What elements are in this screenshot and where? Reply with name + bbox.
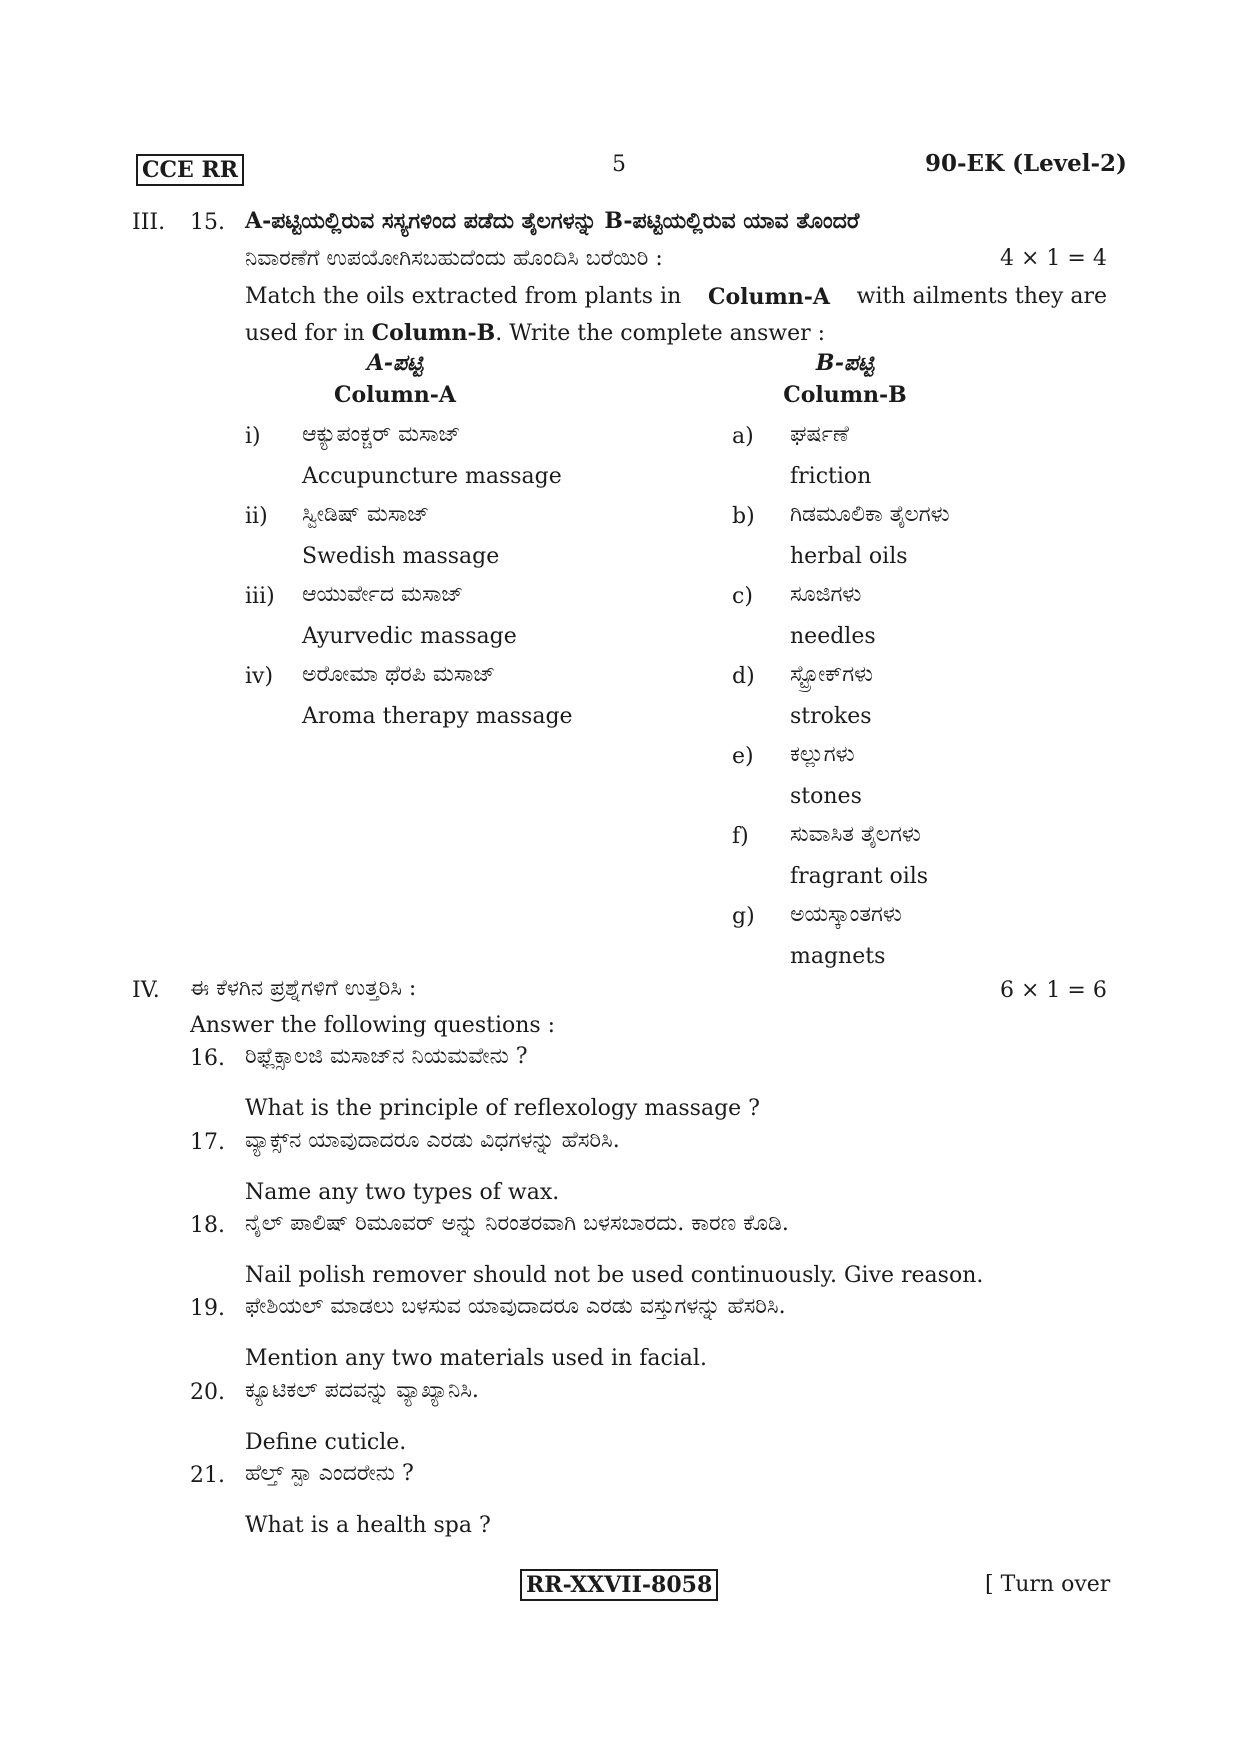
column-b-kannada: ಕಲ್ಲುಗಳು bbox=[790, 742, 855, 767]
column-b-kannada: ಘರ್ಷಣೆ bbox=[790, 422, 849, 447]
turn-over-note: [ Turn over bbox=[985, 1572, 1111, 1597]
column-a-kannada: ಸ್ವೀಡಿಷ್ ಮಸಾಜ್ bbox=[302, 502, 430, 527]
question-kannada: ಕ್ಯೂಟಿಕಲ್ ಪದವನ್ನು ವ್ಯಾಖ್ಯಾನಿಸಿ. bbox=[245, 1378, 479, 1403]
question-kannada: ವ್ಯಾಕ್ಸ್‌ನ ಯಾವುದಾದರೂ ಎರಡು ವಿಧಗಳನ್ನು ಹೆಸರಿಸಿ. bbox=[245, 1128, 620, 1153]
column-b-english: needles bbox=[790, 624, 876, 649]
header-code-box: CCE RR bbox=[136, 154, 244, 186]
question-english: What is a health spa ? bbox=[245, 1513, 491, 1538]
question-number: 18. bbox=[190, 1213, 225, 1238]
question-number: 19. bbox=[190, 1296, 225, 1321]
column-b-english: friction bbox=[790, 464, 872, 489]
question-english: Mention any two materials used in facial. bbox=[245, 1346, 707, 1371]
column-a-english: Ayurvedic massage bbox=[302, 624, 517, 649]
column-a-english: Aroma therapy massage bbox=[302, 704, 573, 729]
column-b-kannada: ಅಯಸ್ಕಾಂತಗಳು bbox=[790, 902, 902, 927]
column-b-kannada: ಸೂಜಿಗಳು bbox=[790, 582, 862, 607]
q15-en1-bold: Column-A bbox=[707, 284, 830, 310]
section-iii-numeral: III. bbox=[132, 210, 166, 235]
column-b-english: fragrant oils bbox=[790, 864, 929, 889]
section-iv-numeral: IV. bbox=[132, 978, 160, 1003]
column-b-english: herbal oils bbox=[790, 544, 908, 569]
q15-en2-bold: Column-B bbox=[371, 320, 496, 346]
column-a-kannada: ಆಕ್ಯುಪಂಕ್ಚರ್ ಮಸಾಜ್ bbox=[302, 422, 461, 447]
q15-english-line-1 bbox=[245, 284, 1107, 310]
question-english: Nail polish remover should not be used continuously. Give reason. bbox=[245, 1263, 984, 1288]
column-b-english: strokes bbox=[790, 704, 872, 729]
q15-kannada-line-2: ನಿವಾರಣೆಗೆ ಉಪಯೋಗಿಸಬಹುದೆಂದು ಹೊಂದಿಸಿ ಬರೆಯಿರಿ : bbox=[245, 246, 663, 271]
column-b-heading: Column-B bbox=[783, 382, 907, 408]
column-a-english: Swedish massage bbox=[302, 544, 500, 569]
column-a-kannada: ಅರೋಮಾ ಥೆರಪಿ ಮಸಾಜ್ bbox=[302, 662, 496, 687]
column-b-english: magnets bbox=[790, 944, 886, 969]
column-a-label: iii) bbox=[245, 584, 275, 609]
question-kannada: ಫೇಶಿಯಲ್ ಮಾಡಲು ಬಳಸುವ ಯಾವುದಾದರೂ ಎರಡು ವಸ್ತುಗಳನ್ನು ಹೆಸರಿಸಿ. bbox=[245, 1294, 786, 1319]
question-number: 20. bbox=[190, 1380, 225, 1405]
column-b-kannada-heading: B-ಪಟ್ಟಿ bbox=[815, 350, 875, 376]
column-b-label: c) bbox=[732, 584, 753, 609]
question-kannada: ನೈಲ್ ಪಾಲಿಷ್ ರಿಮೂವರ್ ಅನ್ನು ನಿರಂತರವಾಗಿ ಬಳಸಬಾರದು. ಕಾರಣ ಕೊಡಿ. bbox=[245, 1211, 789, 1236]
paper-code: 90-EK (Level-2) bbox=[925, 150, 1127, 177]
question-15-number: 15. bbox=[190, 210, 225, 235]
question-english: Define cuticle. bbox=[245, 1430, 407, 1455]
column-b-label: f) bbox=[732, 824, 749, 849]
column-b-label: b) bbox=[732, 504, 755, 529]
q15-en2-post: . Write the complete answer : bbox=[495, 321, 826, 346]
question-number: 21. bbox=[190, 1463, 225, 1488]
column-b-label: d) bbox=[732, 664, 755, 689]
question-kannada: ರಿಫ್ಲೆಕ್ಸಾಲಜಿ ಮಸಾಜ್‌ನ ನಿಯಮವೇನು ? bbox=[245, 1044, 528, 1069]
column-b-kannada: ಸುವಾಸಿತ ತೈಲಗಳು bbox=[790, 822, 921, 847]
column-b-label: a) bbox=[732, 424, 754, 449]
column-a-label: ii) bbox=[245, 504, 268, 529]
question-english: Name any two types of wax. bbox=[245, 1180, 560, 1205]
section-iv-kannada-heading: ಈ ಕೆಳಗಿನ ಪ್ರಶ್ನೆಗಳಿಗೆ ಉತ್ತರಿಸಿ : bbox=[190, 976, 417, 1001]
section-iv-english-heading: Answer the following questions : bbox=[190, 1013, 556, 1038]
column-a-english: Accupuncture massage bbox=[302, 464, 562, 489]
question-number: 17. bbox=[190, 1130, 225, 1155]
column-a-heading: Column-A bbox=[333, 382, 456, 408]
column-b-kannada: ಸ್ಟ್ರೋಕ್‌ಗಳು bbox=[790, 662, 874, 687]
footer-code-box: RR-XXVII-8058 bbox=[520, 1569, 718, 1601]
column-b-english: stones bbox=[790, 784, 862, 809]
page-number: 5 bbox=[612, 152, 626, 177]
q15-marks: 4 × 1 = 4 bbox=[1000, 246, 1107, 271]
question-kannada: ಹೆಲ್ತ್ ಸ್ಪಾ ಎಂದರೇನು ? bbox=[245, 1461, 414, 1486]
column-a-label: iv) bbox=[245, 664, 274, 689]
q15-english-line-2 bbox=[245, 320, 825, 347]
column-b-label: g) bbox=[732, 904, 755, 929]
column-a-kannada-heading: A-ಪಟ್ಟಿ bbox=[366, 350, 424, 376]
question-number: 16. bbox=[190, 1046, 225, 1071]
q15-en1-pre: Match the oils extracted from plants in bbox=[245, 284, 682, 309]
column-a-kannada: ಆಯುರ್ವೇದ ಮಸಾಜ್ bbox=[302, 582, 464, 607]
q15-kannada-line-1: A-ಪಟ್ಟಿಯಲ್ಲಿರುವ ಸಸ್ಯಗಳಿಂದ ಪಡೆದು ತೈಲಗಳನ್ನು B-ಪಟ್ಟಿಯಲ್ಲಿರುವ ಯಾವ ತೊಂದರೆ bbox=[245, 208, 860, 234]
column-b-kannada: ಗಿಡಮೂಲಿಕಾ ತೈಲಗಳು bbox=[790, 502, 950, 527]
section-iv-marks: 6 × 1 = 6 bbox=[1000, 978, 1107, 1003]
q15-en1-post: with ailments they are bbox=[856, 284, 1107, 309]
column-a-label: i) bbox=[245, 424, 261, 449]
question-english: What is the principle of reflexology massage ? bbox=[245, 1096, 760, 1121]
q15-en2-pre: used for in bbox=[245, 321, 365, 346]
column-b-label: e) bbox=[732, 744, 754, 769]
